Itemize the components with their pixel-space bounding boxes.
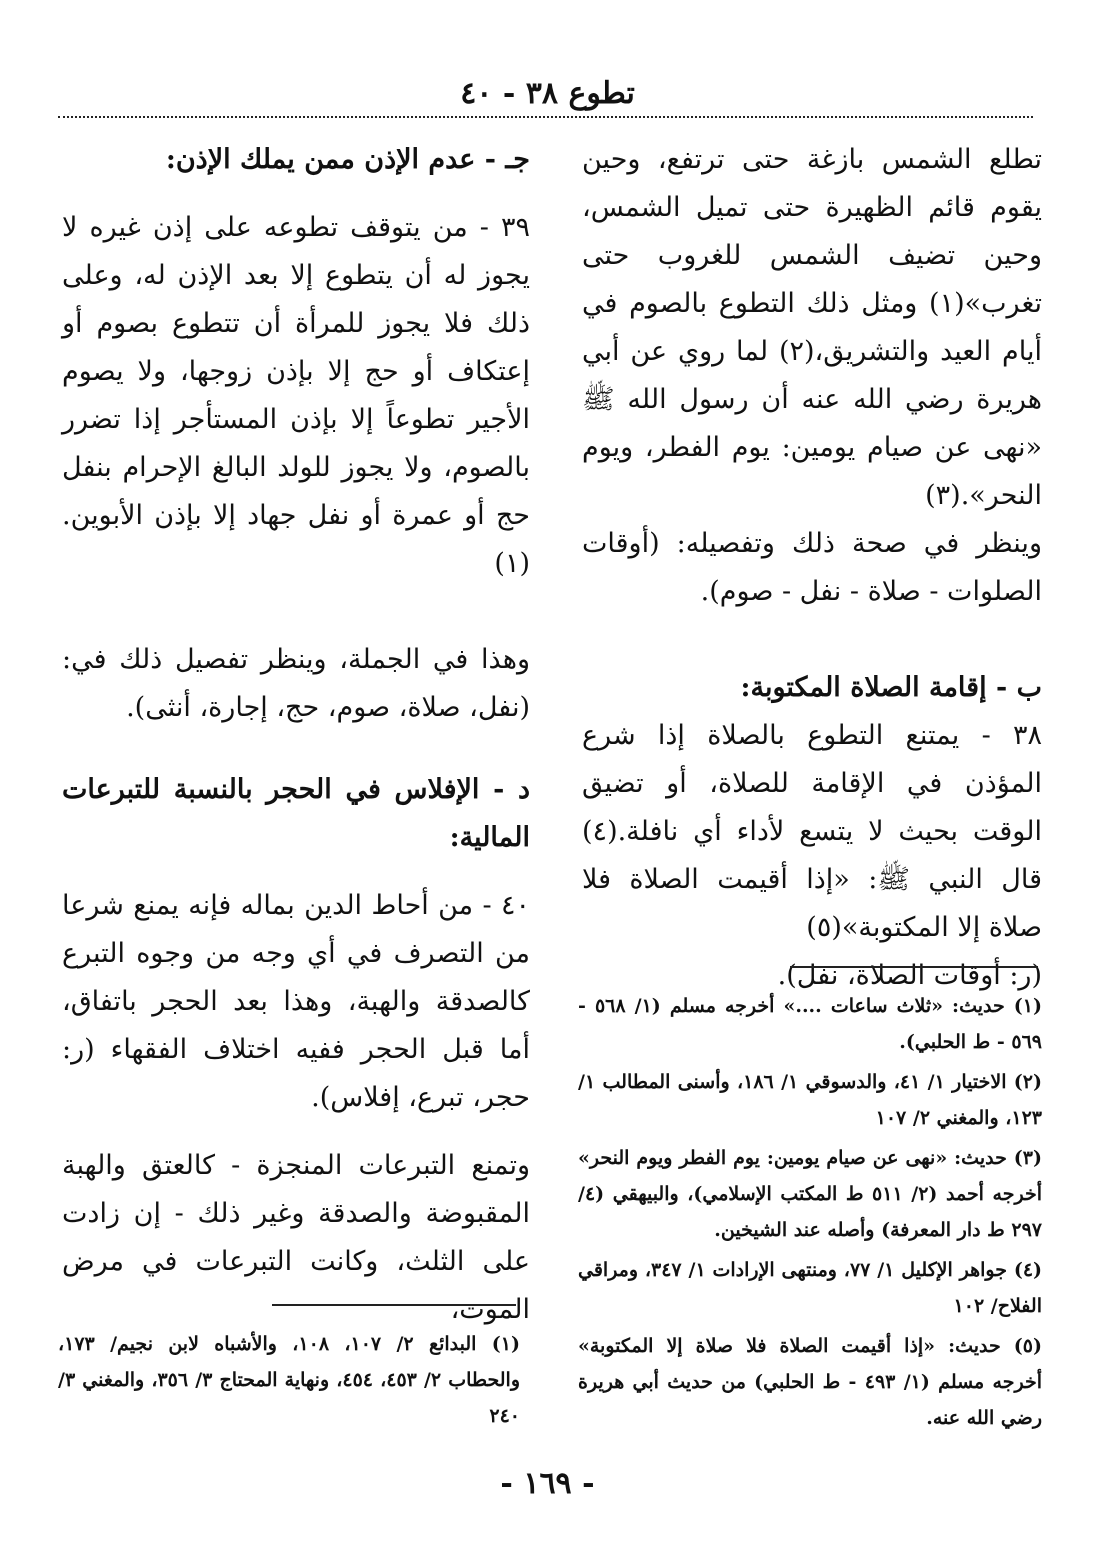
section-heading-j: جـ - عدم الإذن ممن يملك الإذن: — [165, 144, 530, 175]
paragraph: ٣٩ - من يتوقف تطوعه على إذن غيره لا يجوز له أن يتطوع إلا بعد الإذن له، وعلى ذلك فلا يجوز للمرأة أن تتطوع بصوم أو إعتكاف أو حج إلا بإذن زوجها، ولا يصوم الأجير تطوعاً إلا بإذن المستأجر إذا تضرر بالصوم، ولا يجوز للولد البالغ الإحرام بنفل حج أو عمرة أو نفل جهاد إلا بإذن الأبوين.(١) — [62, 212, 530, 579]
footnotes-left — [58, 1326, 520, 1438]
paragraph: وتمنع التبرعات المنجزة - كالعتق والهبة المقبوضة والصدقة وغير ذلك - إن زادت على الثلث، وكانت التبرعات في مرض الموت، — [62, 1150, 530, 1325]
footnote: (١) البدائع ٢/ ١٠٧، ١٠٨، والأشباه لابن نجيم/ ١٧٣، والحطاب ٢/ ٤٥٣، ٤٥٤، ونهاية المحتاج ٣/ ٣٥٦، والمغني ٣/ ٢٤٠ — [58, 1333, 520, 1427]
footnote-separator — [790, 966, 1038, 968]
right-column — [582, 136, 1042, 1000]
footnote: (٤) جواهر الإكليل ١/ ٧٧، ومنتهى الإرادات ١/ ٣٤٧، ومراقي الفلاح/ ١٠٢ — [578, 1259, 1043, 1317]
running-header: تطوع ٣٨ - ٤٠ — [460, 76, 635, 111]
footnote: (٣) حديث: «نهى عن صيام يومين: يوم الفطر ويوم النحر» أخرجه أحمد (٢/ ٥١١ ط المكتب الإسلامي)، والبيهقي (٤/ ٢٩٧ ط دار المعرفة) وأصله عند الشيخين. — [578, 1147, 1042, 1241]
footnotes-right — [578, 988, 1042, 1440]
paragraph: ٣٨ - يمتنع التطوع بالصلاة إذا شرع المؤذن في الإقامة للصلاة، أو تضيق الوقت بحيث لا يتسع لأداء أي نافلة.(٤) قال النبي ﷺ: «إذا أقيمت الصلاة فلا صلاة إلا المكتوبة»(٥) — [582, 720, 1042, 943]
footnote: (١) حديث: «ثلاث ساعات ....» أخرجه مسلم (١/ ٥٦٨ - ٥٦٩ - ط الحلبي). — [578, 995, 1042, 1053]
page-number: - ١٦٩ - — [500, 1466, 595, 1501]
section-heading-d: د - الإفلاس في الحجر بالنسبة للتبرعات المالية: — [62, 774, 530, 853]
paragraph: ٤٠ - من أحاط الدين بماله فإنه يمنع شرعا من التصرف في أي وجه من وجوه التبرع كالصدقة والهبة، وهذا بعد الحجر باتفاق، أما قبل الحجر ففيه اختلاف الفقهاء (ر: حجر، تبرع، إفلاس). — [62, 890, 530, 1113]
footnote: (٥) حديث: «إذا أقيمت الصلاة فلا صلاة إلا المكتوبة» أخرجه مسلم (١/ ٤٩٣ - ط الحلبي) من حديث أبي هريرة رضي الله عنه. — [578, 1335, 1042, 1429]
paragraph: وهذا في الجملة، وينظر تفصيل ذلك في: (نفل، صلاة، صوم، حج، إجارة، أنثى). — [62, 644, 530, 723]
footnote: (٢) الاختيار ١/ ٤١، والدسوقي ١/ ١٨٦، وأسنى المطالب ١/ ١٢٣، والمغني ٢/ ١٠٧ — [578, 1071, 1043, 1129]
paragraph: (ر: أوقات الصلاة، نفل). — [777, 960, 1042, 991]
left-column — [62, 136, 530, 1334]
paragraph: تطلع الشمس بازغة حتى ترتفع، وحين يقوم قائم الظهيرة حتى تميل الشمس، وحين تضيف الشمس للغروب حتى تغرب»(١) ومثل ذلك التطوع بالصوم في أيام العيد والتشريق،(٢) لما روي عن أبي هريرة رضي الله عنه أن رسول الله ﷺ «نهى عن صيام يومين: يوم الفطر، ويوم النحر».(٣) — [582, 144, 1042, 511]
section-heading-b: ب - إقامة الصلاة المكتوبة: — [740, 672, 1042, 703]
paragraph: وينظر في صحة ذلك وتفصيله: (أوقات الصلوات - صلاة - نفل - صوم). — [582, 528, 1042, 607]
footnote-separator — [272, 1304, 516, 1306]
header-dotted-rule — [58, 116, 1033, 118]
